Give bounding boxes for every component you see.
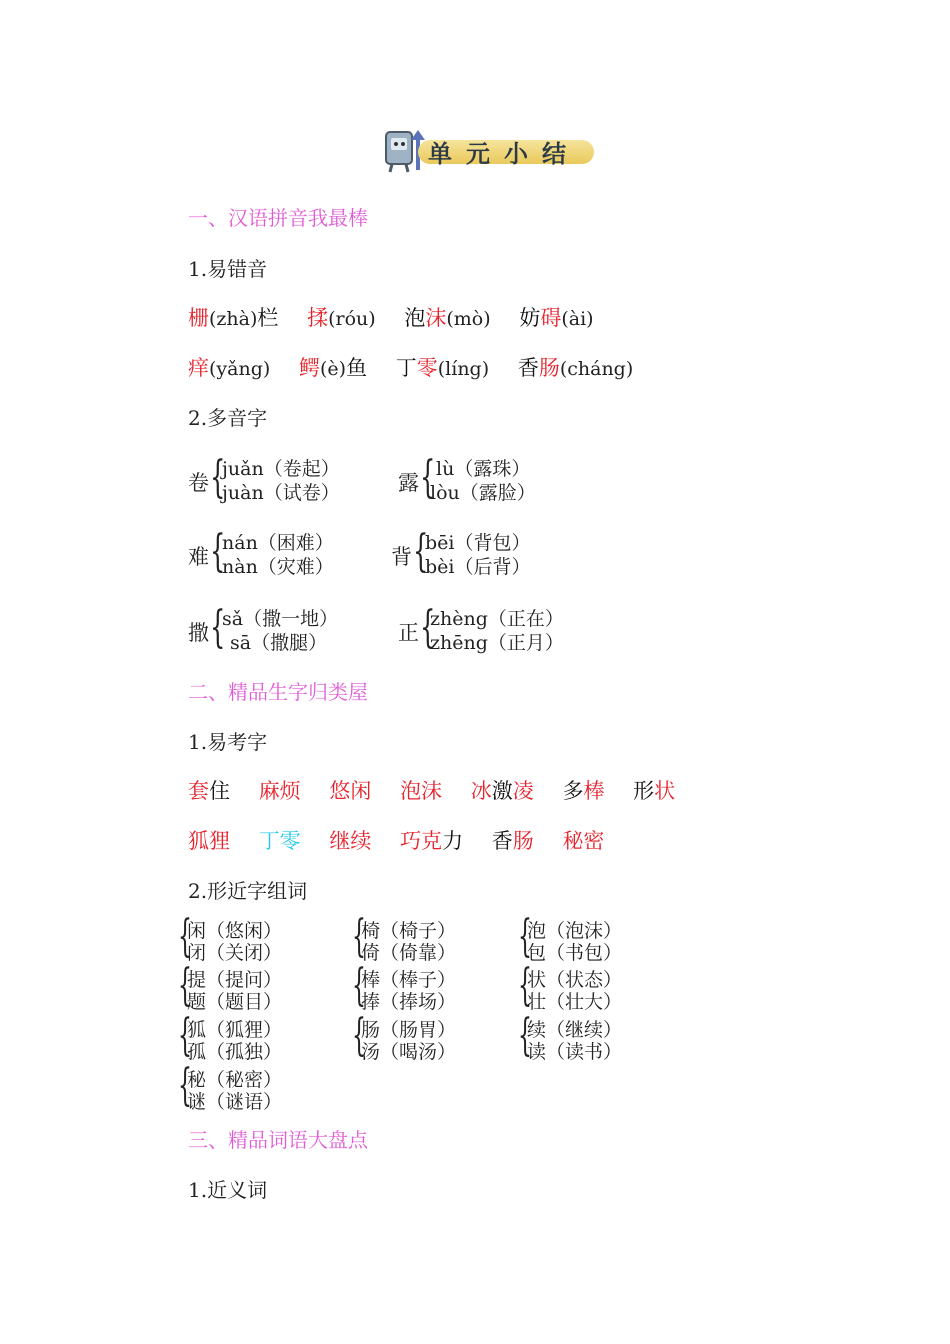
section-title-characters: 二、精品生字归类屋 [188, 680, 368, 704]
exam-chars-row-2 [188, 825, 604, 855]
pinyin-row-2 [188, 352, 633, 382]
exam-word: 形状 [633, 779, 676, 803]
section-title-pinyin: 一、汉语拼音我最棒 [188, 206, 368, 230]
pinyin-word: 揉(róu) [307, 306, 376, 330]
exam-chars-row-1 [188, 775, 675, 805]
exam-word: 继续 [329, 829, 372, 853]
pinyin-word: 栅(zhà)栏 [188, 306, 279, 330]
exam-word: 悠闲 [329, 779, 372, 803]
pinyin-word: 痒(yǎng) [188, 356, 271, 380]
pinyin-word: 鳄(è)鱼 [298, 356, 368, 380]
pinyin-word: 香肠(cháng) [517, 356, 634, 380]
unit-summary-banner [378, 128, 598, 174]
pinyin-word: 丁零(líng) [395, 356, 490, 380]
exam-word: 套住 [188, 779, 230, 803]
exam-word: 秘密 [562, 829, 605, 853]
section-title-vocabulary: 三、精品词语大盘点 [188, 1128, 368, 1152]
subtitle-similar-chars: 2.形近字组词 [188, 879, 308, 903]
subtitle-error-prone: 1.易错音 [188, 257, 268, 281]
exam-word: 香肠 [491, 829, 534, 853]
pinyin-row-1 [188, 302, 594, 332]
banner-title: 单元小结 [428, 140, 580, 168]
subtitle-exam-chars: 1.易考字 [188, 730, 268, 754]
exam-word: 多棒 [562, 779, 605, 803]
exam-word: 麻烦 [258, 779, 301, 803]
pinyin-word: 泡沫(mò) [404, 306, 491, 330]
exam-word: 泡沫 [400, 779, 443, 803]
exam-word: 丁零 [258, 829, 301, 853]
pinyin-word: 妨碍(ài) [519, 306, 594, 330]
exam-word: 冰激凌 [470, 779, 534, 803]
subtitle-polyphones: 2.多音字 [188, 406, 268, 430]
exam-word: 狐狸 [188, 829, 230, 853]
subtitle-synonyms: 1.近义词 [188, 1178, 268, 1202]
exam-word: 巧克力 [400, 829, 464, 853]
